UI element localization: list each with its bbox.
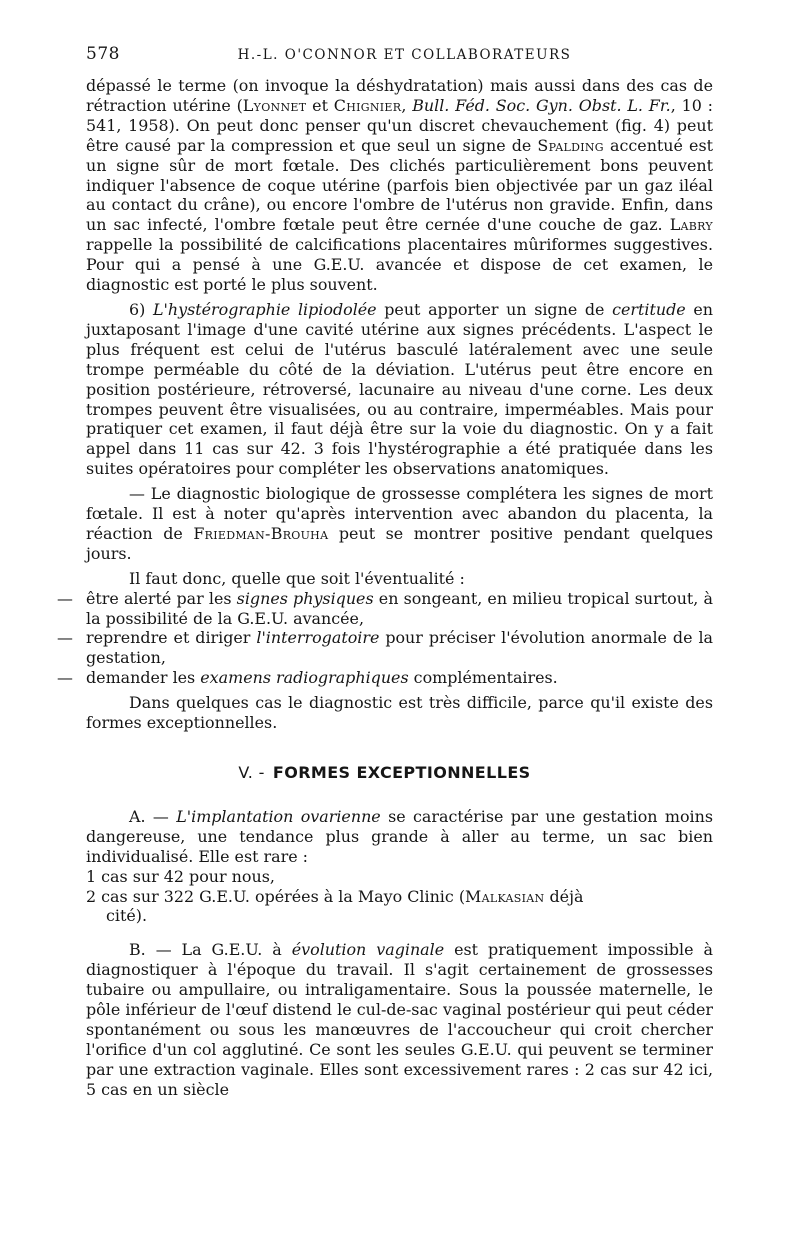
list-item: — demander les examens radiographiques complémentaires.: [57, 668, 558, 688]
list-intro: Il faut donc, quelle que soit l'éventualité :: [129, 568, 465, 588]
certitude-term: certitude: [612, 299, 686, 319]
author-labry: Labry: [669, 215, 713, 235]
ovarian-implantation-term: L'implantation ovarienne: [176, 806, 381, 826]
statistic-line: 2 cas sur 322 G.E.U. opérées à la Mayo Clinic (Malkasian déjà cité).: [86, 886, 584, 926]
paragraph-biological-diagnosis: — Le diagnostic biologique de grossesse complétera les signes de mort fœtale. Il est à noter qu'après intervention avec abandon du placenta, la réaction de Friedman-Brouha peut se montrer positive pendant quelques jours.: [86, 484, 713, 563]
section-heading: [86, 763, 713, 783]
page: [57, 44, 713, 1100]
author-chignier: Chignier: [333, 95, 402, 115]
paragraph-hysterography: 6) L'hystérographie lipiodolée peut apporter un signe de certitude en juxtaposant l'image d'une cavité utérine aux signes précédents. L'aspect le plus fréquent est celui de l'utérus basculé latéralement avec une seule trompe perméable du côté de la déviation. L'utérus peut être encore en position postérieure, rétroversé, lacunaire au niveau d'une corne. Les deux trompes peuvent être visualisées, ou au contraire, imperméables. Mais pour pratiquer cet examen, il faut déjà être sur la voie du diagnostic. On y a fait appel dans 11 cas sur 42. 3 fois l'hystérographie a été pratiquée dans les suites opératoires pour compléter les observations anatomiques.: [86, 299, 713, 479]
running-title: H.-L. O'CONNOR ET COLLABORATEURS: [237, 47, 572, 63]
author-lyonnet: Lyonnet: [242, 95, 307, 115]
running-header: [86, 44, 713, 70]
statistic-line: 1 cas sur 42 pour nous,: [86, 866, 275, 886]
author-friedman-brouha: Friedman-Brouha: [193, 523, 329, 543]
journal-citation: Bull. Féd. Soc. Gyn. Obst. L. Fr.: [412, 95, 671, 115]
paragraph-radiology-continued: dépassé le terme (on invoque la déshydratation) mais aussi dans des cas de rétraction utérine (Lyonnet et Chignier, Bull. Féd. Soc. Gyn. Obst. L. Fr., 10 : 541, 1958). On peut donc penser qu'un discret chevauchement (fig. 4) peut être causé par la compression et que seul un signe de Spalding accentué est un signe sûr de mort fœtale. Des clichés particulièrement bons peuvent indiquer l'absence de coque utérine (parfois bien objectivée par un gaz iléal au contact du crâne), ou encore l'ombre de l'utérus non gravide. Enfin, dans un sac infecté, l'ombre fœtale peut être cernée d'une couche de gaz. Labry rappelle la possibilité de calcifications placentaires mûriformes suggestives. Pour qui a pensé à une G.E.U. avancée et dispose de cet examen, le diagnostic est porté le plus souvent.: [86, 76, 713, 295]
section-title: FORMES EXCEPTIONNELLES: [272, 763, 531, 782]
author-malkasian: Malkasian: [465, 886, 545, 906]
hysterography-term: L'hystérographie lipiodolée: [152, 299, 377, 319]
list-item: — être alerté par les signes physiques en songeant, en milieu tropical surtout, à la possibilité de la G.E.U. avancée,: [57, 588, 713, 628]
paragraph-vaginal-evolution: B. — La G.E.U. à évolution vaginale est pratiquement impossible à diagnostiquer à l'époque du travail. Il s'agit certainement de grossesses tubaire ou ampullaire, ou intraligamentaire. Sous la poussée maternelle, le pôle inférieur de l'œuf distend le cul-de-sac vaginal postérieur qui peut céder spontanément ou sous les manœuvres de l'accoucheur qui croit chercher l'orifice d'un col agglutiné. Ce sont les seules G.E.U. qui peuvent se terminer par une extraction vaginale. Elles sont excessivement rares : 2 cas sur 42 ici, 5 cas en un siècle: [86, 940, 713, 1099]
vaginal-evolution-term: évolution vaginale: [291, 940, 445, 960]
list-item: — reprendre et diriger l'interrogatoire pour préciser l'évolution anormale de la gestation,: [57, 628, 713, 668]
paragraph-conclusion: Dans quelques cas le diagnostic est très difficile, parce qu'il existe des formes exceptionnelles.: [86, 693, 713, 733]
section-numeral: V. -: [238, 763, 265, 782]
page-number: 578: [86, 44, 120, 64]
author-spalding: Spalding: [537, 135, 604, 155]
body-text: [57, 76, 713, 1100]
paragraph-ovarian-implantation: A. — L'implantation ovarienne se caractérise par une gestation moins dangereuse, une tendance plus grande à aller au terme, un sac bien individualisé. Elle est rare :: [86, 806, 713, 866]
